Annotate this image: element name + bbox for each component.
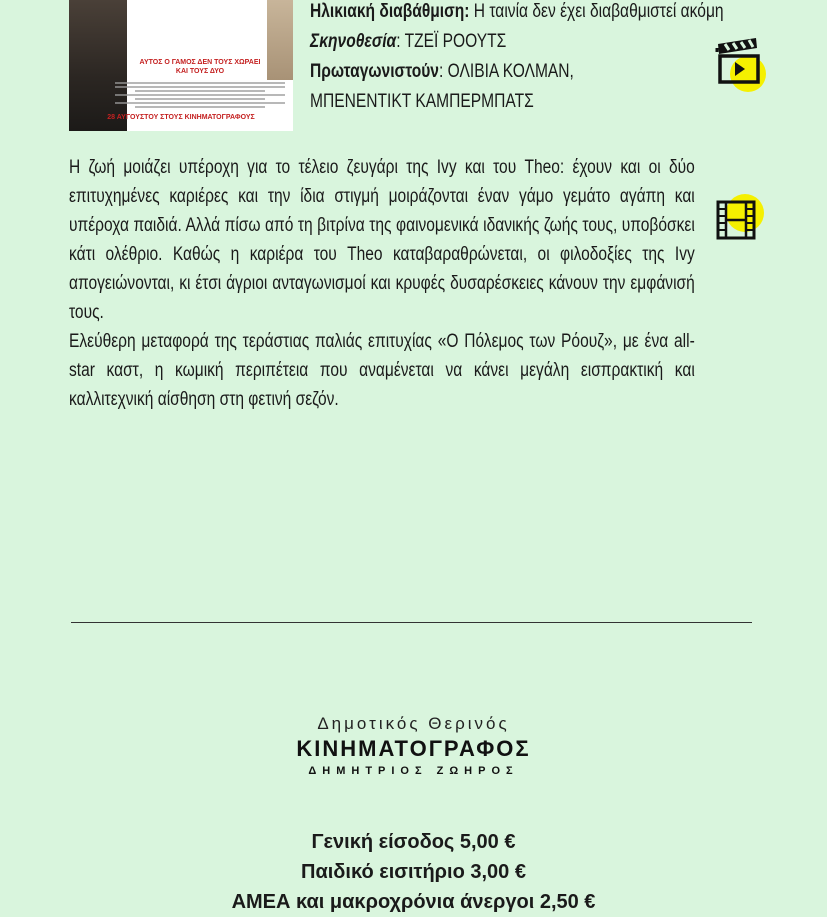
director-label: Σκηνοθεσία bbox=[310, 31, 397, 52]
logo-line3: ΔΗΜΗΤΡΙΟΣ ΖΩΗΡΟΣ bbox=[308, 765, 519, 777]
ticket-prices bbox=[0, 827, 827, 917]
movie-poster[interactable] bbox=[69, 0, 293, 131]
price-general: Γενική είσοδος 5,00 € bbox=[311, 831, 516, 853]
logo-line1: Δημοτικός Θερινός bbox=[317, 714, 510, 733]
director-value: : ΤΖΕΪ ΡΟΟΥΤΣ bbox=[396, 31, 507, 52]
synopsis-paragraph: Η ζωή μοιάζει υπέροχη για το τέλειο ζευγάρι της Ivy και του Theo: έχουν και οι δύο επιτυχημένες καριέρες και την ίδια στιγμή μοιράζονται έναν γάμο γεμάτο αγάπη και υπέροχα παιδιά. Αλλά πίσω από τη βιτρίνα της φαινομενικά ιδανικής ζωής τους, υποβόσκει κάτι ολέθριο. Καθώς η καριέρα του Theo καταβαραθρώνεται, οι φιλοδοξίες της Ivy απογειώνονται, κι έτσι άγριοι ανταγωνισμοί και κρυφές δυσαρέσκειες κάνουν την εμφάνισή τους. bbox=[69, 157, 695, 323]
cast-label: Πρωταγωνιστούν bbox=[310, 61, 439, 82]
cast-value-line1: : ΟΛΙΒΙΑ ΚΟΛΜΑΝ, bbox=[438, 61, 574, 82]
poster-tagline-line2: ΚΑΙ ΤΟΥΣ ΔΥΟ bbox=[175, 68, 225, 75]
movie-info bbox=[310, 0, 724, 117]
director-row bbox=[310, 27, 671, 57]
poster-release-date: 28 ΑΥΓΟΥΣΤΟΥ ΣΤΟΥΣ ΚΙΝΗΜΑΤΟΓΡΑΦΟΥΣ bbox=[107, 114, 255, 121]
movie-synopsis bbox=[69, 153, 695, 414]
poster-tagline-line1: ΑΥΤΟΣ Ο ΓΑΜΟΣ ΔΕΝ ΤΟΥΣ ΧΩΡΑΕΙ bbox=[139, 59, 261, 66]
price-child: Παιδικό εισιτήριο 3,00 € bbox=[301, 861, 526, 883]
film-strip-icon[interactable] bbox=[713, 192, 767, 242]
logo-line2: ΚΙΝΗΜΑΤΟΓΡΑΦΟΣ bbox=[296, 736, 531, 761]
cast-row-continued bbox=[310, 87, 671, 117]
age-rating-value: Η ταινία δεν έχει διαβαθμιστεί ακόμη bbox=[469, 1, 724, 22]
poster-credits-block bbox=[115, 80, 285, 110]
cast-row bbox=[310, 57, 671, 87]
cinema-logo bbox=[250, 713, 577, 779]
poster-tagline bbox=[117, 58, 283, 76]
clapperboard-icon[interactable] bbox=[713, 38, 767, 94]
synopsis-paragraph: Ελεύθερη μεταφορά της τεράστιας παλιάς επιτυχίας «Ο Πόλεμος των Ρόουζ», με ένα all-star καστ, η κωμική περιπέτεια που αναμένεται να κάνει μεγάλη εισπρακτική και καλλιτεχνική αίσθηση στη φετινή σεζόν. bbox=[69, 331, 695, 410]
section-divider bbox=[71, 622, 752, 623]
age-rating-label: Ηλικιακή διαβάθμιση: bbox=[310, 1, 470, 22]
age-rating-row bbox=[310, 0, 724, 27]
cast-value-line2: ΜΠΕΝΕΝΤΙΚΤ ΚΑΜΠΕΡΜΠΑΤΣ bbox=[310, 91, 534, 112]
price-disabled: ΑΜΕΑ και μακροχρόνια άνεργοι 2,50 € bbox=[231, 891, 596, 913]
